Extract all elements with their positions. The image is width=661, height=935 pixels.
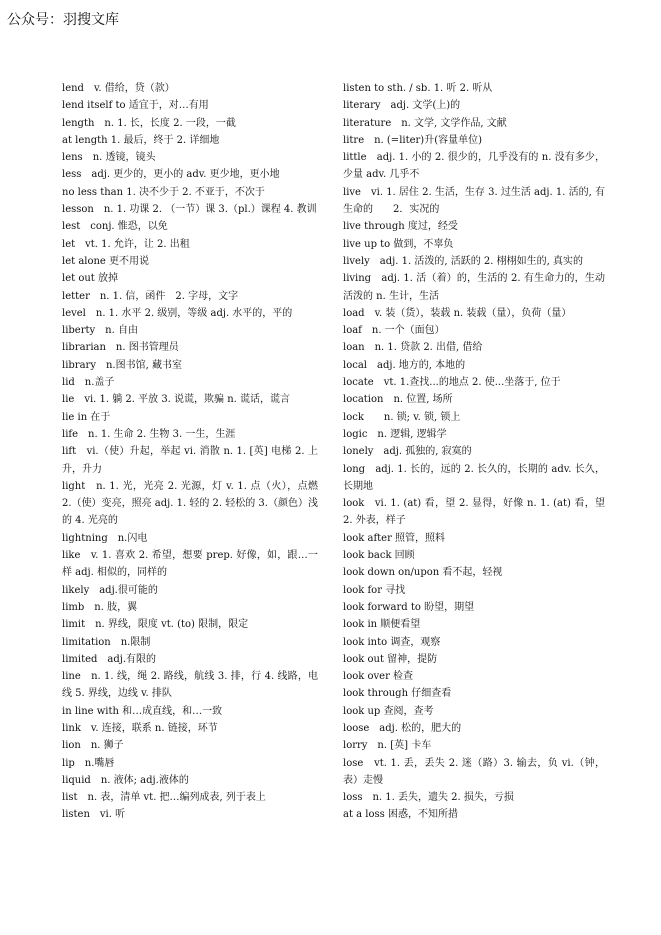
vocab-entry: lest conj. 惟恐，以免 bbox=[62, 221, 168, 233]
vocab-entry: load v. 装（货），装载 n. 装载（量），负荷（量） bbox=[343, 307, 572, 319]
vocab-entry: loan n. 1. 贷款 2. 出借, 借给 bbox=[343, 342, 483, 354]
right-column bbox=[343, 80, 605, 824]
vocab-entry: life n. 1. 生命 2. 生物 3. 一生，生涯 bbox=[62, 428, 236, 440]
vocab-entry: less adj. 更少的，更小的 adv. 更少地，更小地 bbox=[62, 169, 280, 181]
vocab-entry: lonely adj. 孤独的, 寂寞的 bbox=[343, 446, 472, 458]
vocab-entry: local adj. 地方的, 本地的 bbox=[343, 359, 466, 371]
vocab-entry: look in 顺便看望 bbox=[343, 619, 421, 631]
vocab-entry: logic n. 逻辑, 逻辑学 bbox=[343, 428, 447, 440]
vocab-entry: loaf n. 一个（面包） bbox=[343, 325, 445, 337]
vocab-entry: lively adj. 1. 活泼的, 活跃的 2. 栩栩如生的, 真实的 bbox=[343, 255, 583, 267]
vocab-entry: literary adj. 文学(上)的 bbox=[343, 100, 461, 112]
vocab-entry: light n. 1. 光，光亮 2. 光源，灯 v. 1. 点（火），点燃 2.（使）变亮，照亮 adj. 1. 轻的 2. 轻松的 3.（颜色）浅的 4. 光亮的 bbox=[62, 480, 318, 527]
vocab-entry: look up 查阅，查考 bbox=[343, 705, 434, 717]
vocab-entry: living adj. 1. 活（着）的，生活的 2. 有生命力的，生动活泼的 n. 生计，生活 bbox=[343, 273, 605, 302]
vocab-entry: litre n. (=liter)升(容量单位) bbox=[343, 134, 483, 146]
vocab-entry: limit n. 界线，限度 vt. (to) 限制，限定 bbox=[62, 619, 249, 631]
vocab-entry: lens n. 透镜，镜头 bbox=[62, 152, 156, 164]
vocab-entry: lightning n.闪电 bbox=[62, 532, 148, 544]
vocab-entry: lock n. 锁; v. 锁, 锁上 bbox=[343, 411, 461, 423]
vocab-entry: lip n.嘴唇 bbox=[62, 757, 115, 769]
vocab-entry: limited adj.有限的 bbox=[62, 653, 157, 665]
vocab-entry: look forward to 盼望，期望 bbox=[343, 601, 475, 613]
vocab-entry: letter n. 1. 信，函件 2. 字母，文字 bbox=[62, 290, 239, 302]
vocab-entry: live vi. 1. 居住 2. 生活，生存 3. 过生活 adj. 1. 活的, 有生命的 2．实况的 bbox=[343, 186, 605, 216]
vocab-entry: lose vt. 1. 丢，丢失 2. 迷（路）3. 输去，负 vi.（钟，表）走慢 bbox=[343, 757, 605, 786]
vocab-entry: loose adj. 松的，肥大的 bbox=[343, 722, 462, 734]
vocab-entry: long adj. 1. 长的，远的 2. 长久的，长期的 adv. 长久，长期地 bbox=[343, 463, 605, 492]
vocab-entry: limitation n.限制 bbox=[62, 636, 151, 648]
vocab-entry: liquid n. 液体; adj.液体的 bbox=[62, 774, 189, 786]
vocab-entry: look vi. 1. (at) 看，望 2. 显得，好像 n. 1. (at) 看，望 2. 外表，样子 bbox=[343, 498, 605, 527]
vocab-entry: lid n.盖子 bbox=[62, 377, 115, 389]
vocab-entry: look out 留神，提防 bbox=[343, 653, 438, 665]
vocab-entry: look for 寻找 bbox=[343, 584, 406, 596]
vocab-entry: lion n. 狮子 bbox=[62, 740, 124, 752]
vocab-entry: at a loss 困惑，不知所措 bbox=[343, 809, 458, 821]
vocab-entry: live through 度过，经受 bbox=[343, 221, 458, 233]
vocab-entry: at length 1. 最后，终于 2. 详细地 bbox=[62, 134, 220, 146]
vocab-entry: like v. 1. 喜欢 2. 希望，想要 prep. 好像，如，跟…一样 adj. 相似的，同样的 bbox=[62, 550, 318, 579]
vocab-entry: librarian n. 图书管理员 bbox=[62, 342, 179, 354]
vocab-entry: list n. 表，清单 vt. 把…编列成表, 列于表上 bbox=[62, 792, 266, 804]
vocab-entry: lesson n. 1. 功课 2. （一节）课 3.（pl.）课程 4. 教训 bbox=[62, 204, 317, 216]
vocab-entry: look through 仔细查看 bbox=[343, 688, 452, 700]
vocab-entry: locate vt. 1.查找...的地点 2. 使...坐落于, 位于 bbox=[343, 377, 561, 389]
vocab-entry: listen vi. 听 bbox=[62, 809, 126, 821]
vocab-entry: location n. 位置, 场所 bbox=[343, 394, 453, 406]
vocab-entry: look over 检查 bbox=[343, 671, 414, 683]
vocab-entry: limb n. 肢，翼 bbox=[62, 601, 138, 613]
vocab-entry: link v. 连接，联系 n. 链接，环节 bbox=[62, 722, 218, 734]
vocab-entry: let alone 更不用说 bbox=[62, 255, 150, 267]
vocab-entry: in line with 和…成直线，和…一致 bbox=[62, 705, 223, 717]
vocab-entry: lorry n. [英] 卡车 bbox=[343, 740, 432, 752]
vocab-entry: let out 放掉 bbox=[62, 273, 118, 285]
vocab-entry: live up to 做到，不辜负 bbox=[343, 238, 454, 250]
vocab-entry: lift vi.（使）升起，举起 vi. 消散 n. 1. [英] 电梯 2. 上升，升力 bbox=[62, 446, 318, 475]
vocab-entry: library n.图书馆, 藏书室 bbox=[62, 359, 182, 371]
vocab-entry: let vt. 1. 允许，让 2. 出租 bbox=[62, 238, 190, 250]
vocab-entry: lie vi. 1. 躺 2. 平放 3. 说谎，欺骗 n. 谎话，谎言 bbox=[62, 394, 291, 406]
vocab-entry: lie in 在于 bbox=[62, 411, 111, 423]
vocab-entry: little adj. 1. 小的 2. 很少的，几乎没有的 n. 没有多少，少量 adv. 几乎不 bbox=[343, 152, 605, 181]
page-header: 公众号：羽搜文库 bbox=[7, 12, 119, 28]
vocab-entry: look into 调查，观察 bbox=[343, 636, 441, 648]
left-column bbox=[62, 80, 318, 824]
vocab-entry: level n. 1. 水平 2. 级别，等级 adj. 水平的，平的 bbox=[62, 307, 293, 319]
vocab-entry: look back 回顾 bbox=[343, 550, 415, 562]
vocab-entry: literature n. 文学, 文学作品, 文献 bbox=[343, 117, 507, 129]
vocab-entry: liberty n. 自由 bbox=[62, 325, 138, 337]
vocab-entry: lend itself to 适宜于，对…有用 bbox=[62, 100, 209, 112]
vocab-entry: loss n. 1. 丢失，遗失 2. 损失，亏损 bbox=[343, 792, 514, 804]
vocab-entry: line n. 1. 线，绳 2. 路线，航线 3. 排，行 4. 线路，电线 5. 界线，边线 v. 排队 bbox=[62, 671, 318, 700]
vocab-entry: likely adj.很可能的 bbox=[62, 584, 158, 596]
vocab-entry: listen to sth. / sb. 1. 听 2. 听从 bbox=[343, 83, 493, 94]
vocab-entry: look after 照管，照料 bbox=[343, 532, 446, 544]
vocab-entry: length n. 1. 长，长度 2. 一段，一截 bbox=[62, 117, 236, 129]
vocab-entry: no less than 1. 决不少于 2. 不亚于，不次于 bbox=[62, 186, 265, 198]
vocab-entry: look down on/upon 看不起，轻视 bbox=[343, 567, 503, 579]
vocab-entry: lend v. 借给，贷（款） bbox=[62, 83, 175, 94]
